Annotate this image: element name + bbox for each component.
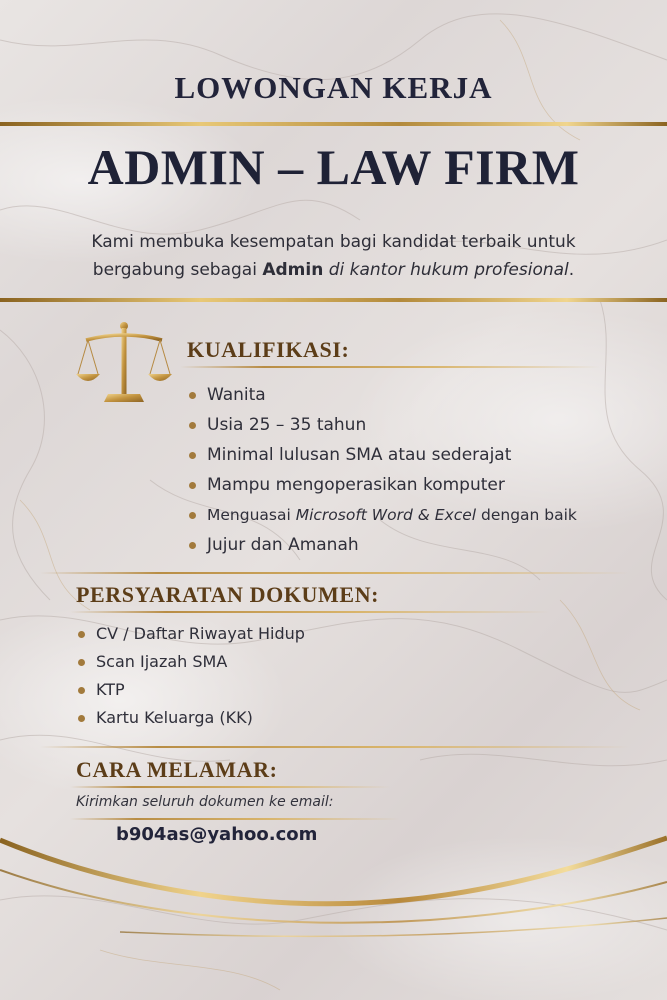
list-item xyxy=(189,380,577,410)
list-item-text: Mampu mengoperasikan komputer xyxy=(207,475,505,495)
gold-swoosh-decoration xyxy=(0,820,667,1000)
list-item-text-italic: Microsoft Word & Excel xyxy=(295,506,477,524)
list-item xyxy=(78,704,305,732)
poster-subtitle: LOWONGAN KERJA xyxy=(174,70,493,105)
list-item-text: KTP xyxy=(96,680,125,699)
gold-divider-top xyxy=(0,122,667,126)
list-item-text: Kartu Keluarga (KK) xyxy=(96,708,253,727)
intro-line-2 xyxy=(40,256,627,284)
dokumen-title: PERSYARATAN DOKUMEN: xyxy=(76,582,380,607)
bullet-dot xyxy=(78,659,85,666)
list-item-text: Usia 25 – 35 tahun xyxy=(207,415,367,435)
bullet-dot xyxy=(189,512,196,519)
list-item xyxy=(189,440,577,470)
intro-line-2-italic: di kantor hukum profesional xyxy=(323,260,569,280)
cara-underline xyxy=(70,786,390,788)
email-instruction: Kirimkan seluruh dokumen ke email: xyxy=(76,794,334,810)
kualifikasi-title: KUALIFIKASI: xyxy=(187,337,350,362)
section-divider-2 xyxy=(40,746,630,748)
bullet-dot xyxy=(189,422,196,429)
list-item-text: Scan Ijazah SMA xyxy=(96,652,228,671)
intro-line-2-end: . xyxy=(568,260,575,280)
bullet-dot xyxy=(189,392,196,399)
bullet-dot xyxy=(189,542,196,549)
justice-scale-icon xyxy=(74,318,174,408)
list-item xyxy=(78,648,305,676)
section-divider-1 xyxy=(40,572,630,574)
dokumen-list xyxy=(78,620,305,732)
kualifikasi-list xyxy=(189,380,577,560)
list-item-text-pre: Menguasai xyxy=(207,506,296,524)
list-item xyxy=(78,676,305,704)
intro-text xyxy=(40,228,627,284)
poster-title: ADMIN – LAW FIRM xyxy=(87,139,580,195)
list-item xyxy=(189,410,577,440)
list-item-text: Jujur dan Amanah xyxy=(207,535,359,555)
bullet-dot xyxy=(78,715,85,722)
gold-divider-middle xyxy=(0,298,667,302)
list-item xyxy=(189,470,577,500)
cara-title: CARA MELAMAR: xyxy=(76,757,278,782)
dokumen-underline xyxy=(70,611,550,613)
list-item-text: Wanita xyxy=(207,385,266,405)
intro-line-1: Kami membuka kesempatan bagi kandidat terbaik untuk xyxy=(91,232,576,252)
bullet-dot xyxy=(189,452,196,459)
intro-line-2-pre: bergabung sebagai xyxy=(92,260,263,280)
list-item-text: CV / Daftar Riwayat Hidup xyxy=(96,624,305,643)
list-item-text-post: dengan baik xyxy=(476,506,577,524)
list-item-text: Minimal lulusan SMA atau sederajat xyxy=(207,445,512,465)
bullet-dot xyxy=(78,631,85,638)
kualifikasi-underline xyxy=(180,366,600,368)
list-item xyxy=(189,530,577,560)
bullet-dot xyxy=(189,482,196,489)
intro-line-2-bold: Admin xyxy=(262,260,324,280)
list-item xyxy=(189,500,577,530)
bullet-dot xyxy=(78,687,85,694)
list-item xyxy=(78,620,305,648)
email-address: b904as@yahoo.com xyxy=(116,824,318,845)
